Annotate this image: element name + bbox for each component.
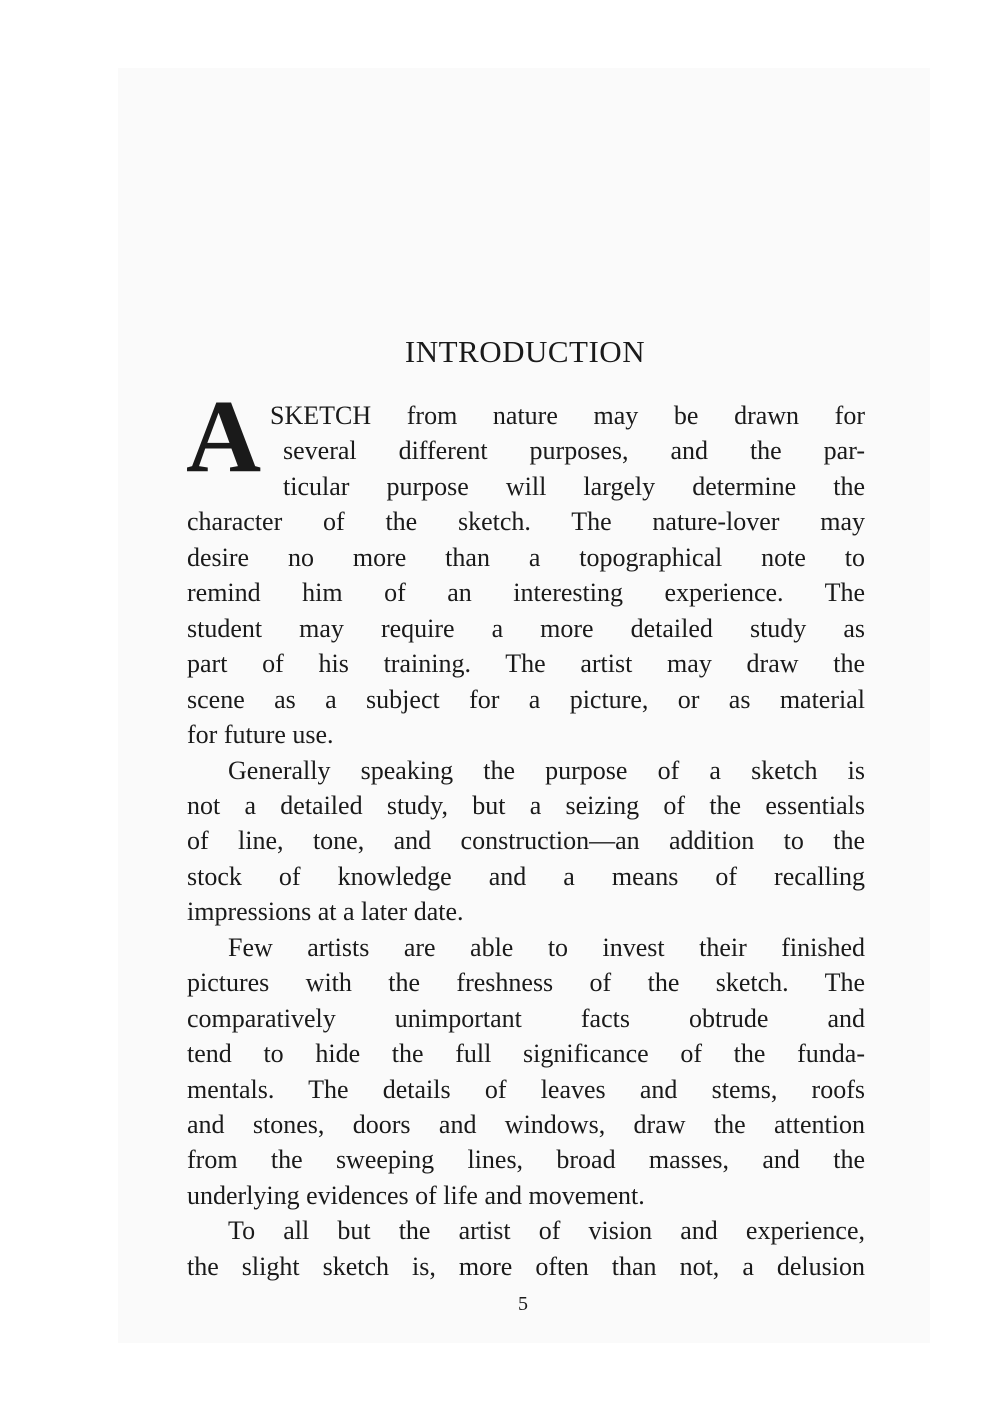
- text-line: student may require a more detailed study as: [187, 613, 865, 643]
- text-line: remind him of an interesting experience. The: [187, 578, 865, 608]
- text-line: Generally speaking the purpose of a sketch is: [228, 755, 865, 785]
- text-line: scene as a subject for a picture, or as material: [187, 684, 865, 714]
- text-line: the slight sketch is, more often than not, a delusion: [187, 1251, 865, 1281]
- text-line: To all but the artist of vision and experience,: [228, 1216, 865, 1246]
- chapter-title: INTRODUCTION: [404, 334, 646, 369]
- text-line: for future use.: [187, 720, 334, 750]
- text-line: impressions at a later date.: [187, 897, 464, 927]
- drop-cap: A: [186, 379, 262, 494]
- text-line: SKETCH from nature may be drawn for: [270, 401, 865, 430]
- text-line: pictures with the freshness of the sketch. The: [187, 968, 865, 998]
- text-line: comparatively unimportant facts obtrude and: [187, 1003, 865, 1033]
- text-line: underlying evidences of life and movement.: [187, 1180, 645, 1210]
- text-line: several different purposes, and the par-: [283, 436, 865, 466]
- text-line: Few artists are able to invest their finished: [228, 932, 865, 962]
- text-line: and stones, doors and windows, draw the attention: [187, 1110, 865, 1139]
- page-number: 5: [518, 1293, 528, 1315]
- text-line: part of his training. The artist may draw the: [187, 649, 865, 679]
- text-line: not a detailed study, but a seizing of the essentials: [187, 790, 865, 820]
- text-line: from the sweeping lines, broad masses, and the: [187, 1145, 865, 1175]
- text-line: of line, tone, and construction—an addition to the: [187, 826, 865, 856]
- text-line: character of the sketch. The nature-lover may: [187, 507, 865, 537]
- text-line: desire no more than a topographical note to: [187, 542, 865, 572]
- text-line: tend to hide the full significance of the funda-: [187, 1039, 865, 1069]
- text-line: stock of knowledge and a means of recalling: [187, 861, 865, 891]
- text-line: ticular purpose will largely determine the: [283, 471, 865, 501]
- text-line: mentals. The details of leaves and stems, roofs: [187, 1074, 865, 1104]
